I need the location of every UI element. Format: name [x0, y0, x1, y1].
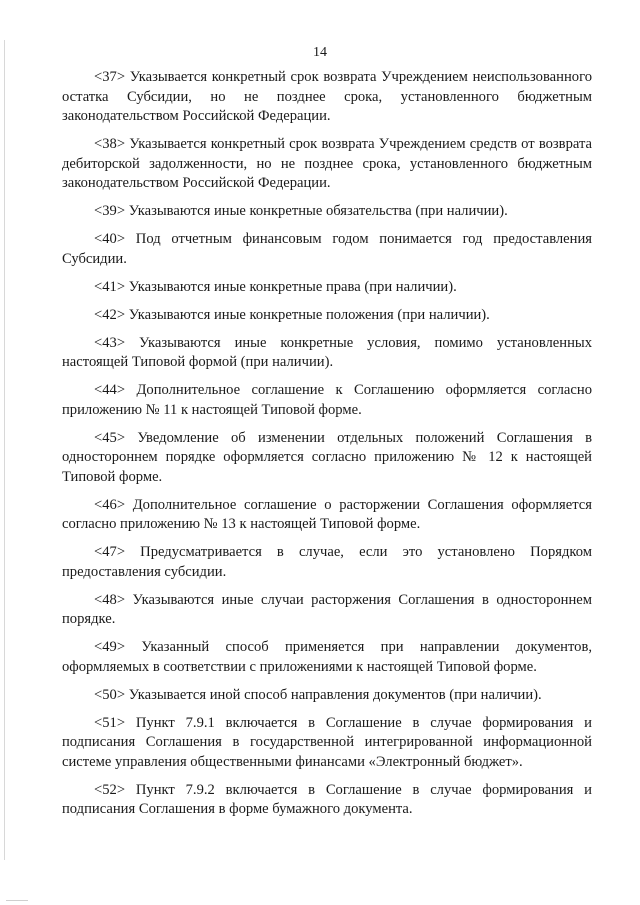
footnote-50: <50> Указывается иной способ направления документов (при наличии). [94, 686, 542, 703]
footnote-45: <45> Уведомление об изменении отдельных положений Соглашения в одностороннем порядке оформляется согласно приложению № 12 к настоящей Типовой форме. [62, 429, 592, 485]
footnote-37: <37> Указывается конкретный срок возврата Учреждением неиспользованного остатка Субсидии, но не позднее срока, установленного бюджетным законодательством Российской Федерации. [62, 69, 592, 124]
footnote-49: <49> Указанный способ применяется при направлении документов, оформляемых в соответствии с приложениями к настоящей Типовой форме. [62, 639, 592, 675]
footnote-39: <39> Указываются иные конкретные обязательства (при наличии). [94, 203, 508, 219]
footnote-46: <46> Дополнительное соглашение о расторжении Соглашения оформляется согласно приложению № 13 к настоящей Типовой форме. [62, 496, 592, 532]
footnote-44: <44> Дополнительное соглашение к Соглашению оформляется согласно приложению № 11 к настоящей Типовой форме. [62, 382, 592, 418]
page-number: 14 [313, 45, 327, 60]
scan-edge-line [4, 40, 5, 860]
footnote-42: <42> Указываются иные конкретные положения (при наличии). [94, 306, 490, 323]
footnote-48: <48> Указываются иные случаи расторжения Соглашения в одностороннем порядке. [62, 591, 592, 627]
footnote-41: <41> Указываются иные конкретные права (при наличии). [94, 278, 457, 295]
footnote-38: <38> Указывается конкретный срок возврата Учреждением средств от возврата дебиторской задолженности, но не позднее срока, установленного бюджетным законодательством Российской Федерации. [62, 136, 592, 191]
footnote-51: <51> Пункт 7.9.1 включается в Соглашение в случае формирования и подписания Соглашения в государственной интегрированной информационной системе управления общественными финансами «Электронный бюджет». [62, 714, 592, 770]
footnote-43: <43> Указываются иные конкретные условия, помимо установленных настоящей Типовой формой (при наличии). [62, 334, 592, 370]
scan-corner-mark [6, 900, 28, 901]
footnotes-section [62, 68, 592, 828]
footnote-47: <47> Предусматривается в случае, если это установлено Порядком предоставления субсидии. [62, 544, 592, 580]
footnote-52: <52> Пункт 7.9.2 включается в Соглашение в случае формирования и подписания Соглашения в форме бумажного документа. [62, 781, 592, 817]
footnote-40: <40> Под отчетным финансовым годом понимается год предоставления Субсидии. [62, 231, 592, 267]
